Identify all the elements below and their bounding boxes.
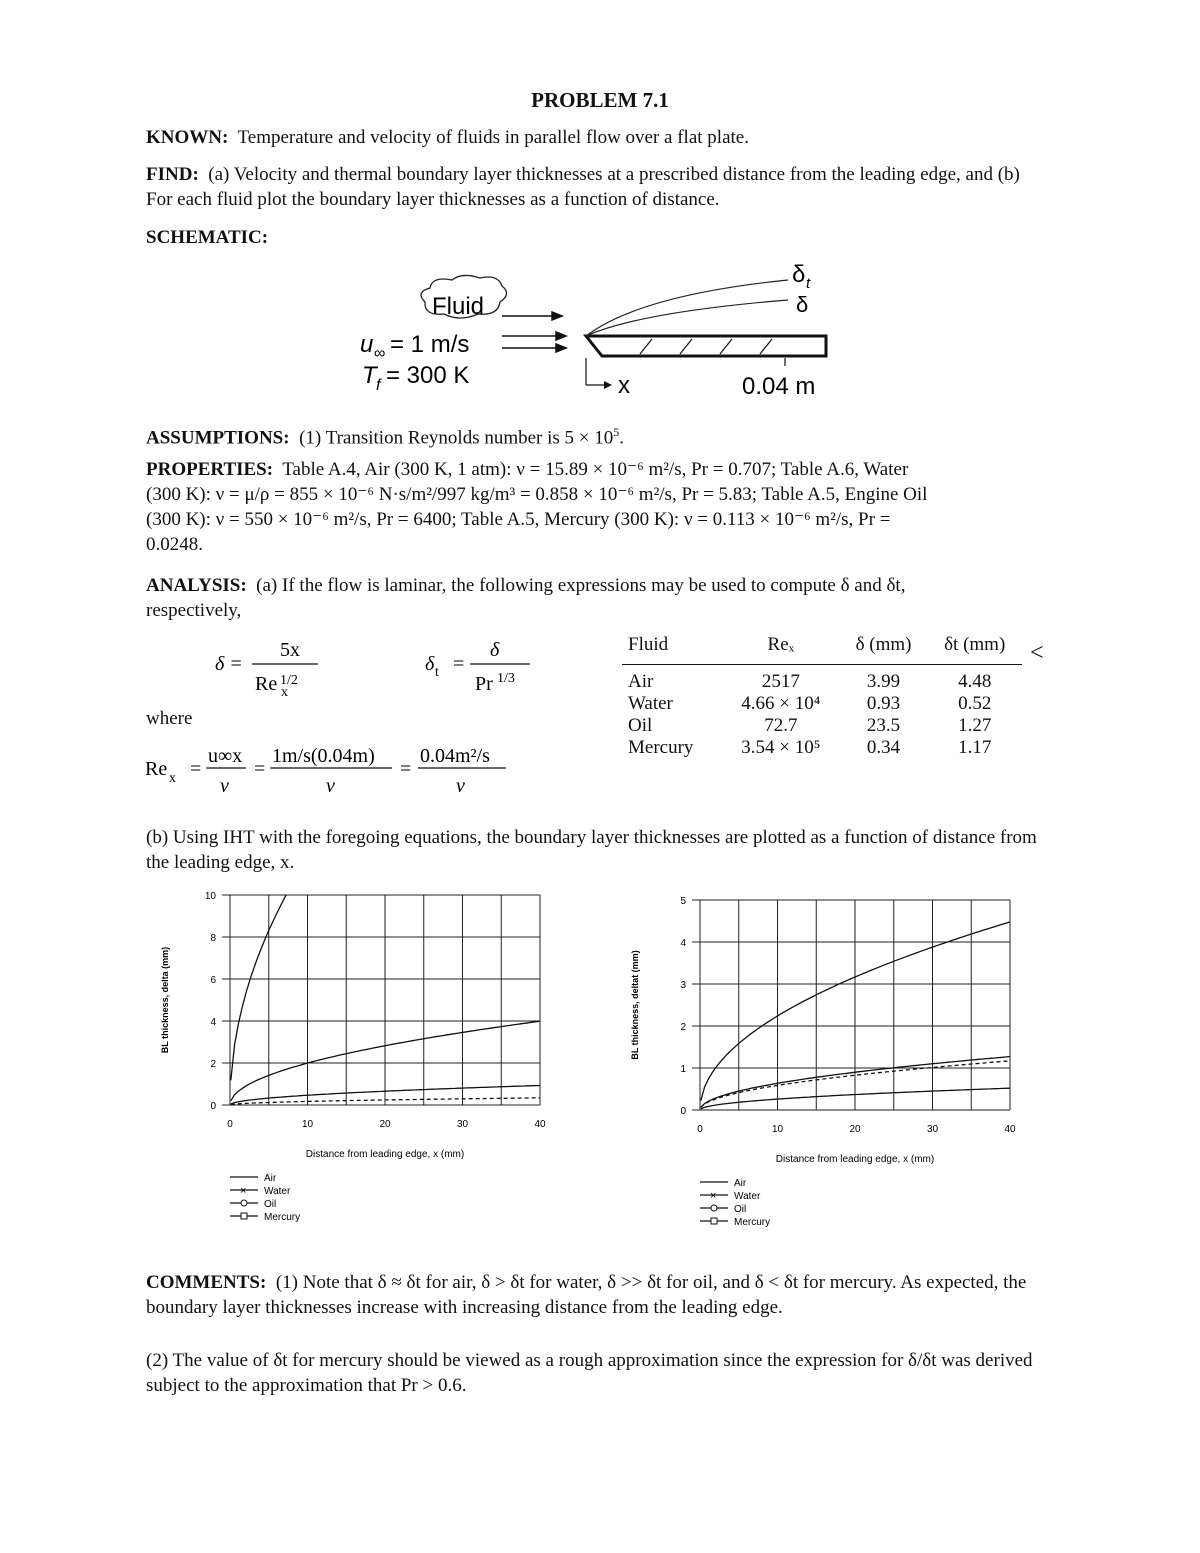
known-label: KNOWN: [146,127,229,148]
table-row: Water 4.66 × 10⁴ 0.93 0.52 [628,693,992,714]
results-table [622,634,1022,759]
svg-text:u: u [360,331,374,358]
svg-text:ν: ν [456,775,465,797]
y-tick-label: 3 [680,980,686,991]
x-tick-label: 40 [534,1119,546,1130]
svg-text:1/3: 1/3 [497,671,515,686]
find-section [146,162,1046,212]
length-label: 0.04 m [742,373,816,400]
legend-label: Air [734,1178,747,1189]
known-text: Temperature and velocity of fluids in parallel flow over a flat plate. [237,127,749,148]
delta-t-label: δ [792,261,806,288]
x-tick-label: 20 [849,1124,861,1135]
legend-label: Water [264,1186,291,1197]
svg-text:1m/s(0.04m): 1m/s(0.04m) [272,745,375,767]
y-tick-label: 6 [210,975,216,986]
x-tick-label: 30 [456,1119,469,1130]
table-row: Air 2517 3.99 4.48 [628,671,992,692]
properties-label: PROPERTIES: [146,459,274,480]
thermal-bl-curve [586,280,788,336]
x-axis-title: Distance from leading edge, x (mm) [305,1149,465,1160]
assumptions-label: ASSUMPTIONS: [146,427,290,449]
flow-arrows [502,312,566,352]
analysis-label: ANALYSIS: [146,575,247,596]
x-tick-label: 10 [771,1124,784,1135]
legend-label: Oil [734,1204,747,1215]
svg-text:δ: δ [490,639,500,661]
answer-marker: < [1030,640,1044,666]
svg-text:Re: Re [255,673,278,695]
x-tick-label: 30 [926,1124,939,1135]
svg-text:5x: 5x [280,639,300,661]
y-tick-label: 0 [680,1106,686,1117]
assumptions-text: (1) Transition Reynolds number is 5 × 10 [299,427,614,449]
delta-chart [150,885,570,1240]
y-tick-label: 2 [680,1022,686,1033]
svg-text:=: = [453,653,465,675]
delta-t-chart [620,890,1040,1245]
legend-label: Oil [264,1199,277,1210]
legend-label: Air [264,1173,277,1184]
y-tick-label: 10 [204,891,216,902]
svg-text:Re: Re [145,758,168,780]
table-header-row: Fluid Reₓ δ (mm) δt (mm) [622,634,1022,665]
svg-text:ν: ν [326,775,335,797]
legend-marker [241,1200,247,1206]
part-b-text: (b) Using IHT with the foregoing equations, the boundary layer thicknesses are plotted as a function of distance from the leading edge, x. [146,827,1037,873]
svg-text:=: = [400,758,412,780]
series-line-oil [231,895,286,1080]
assumptions-section: ASSUMPTIONS: (1) Transition Reynolds number is $5 \times 10^5$. [146,425,625,449]
svg-text:t: t [806,275,811,292]
find-text: (a) Velocity and thermal boundary layer thicknesses at a prescribed distance from the leading edge, and (b) For each fluid plot the boundary layer thicknesses as a function of distance. [146,164,1020,210]
svg-text:0.04m²/s: 0.04m²/s [420,745,490,767]
y-tick-label: 8 [210,933,216,944]
schematic-diagram [340,250,860,405]
svg-text:δ =: δ = [215,653,243,675]
known-section [146,125,1046,150]
delta-label: δ [796,292,809,317]
flat-plate [586,336,826,356]
y-tick-label: 2 [210,1059,216,1070]
y-tick-label: 1 [680,1064,686,1075]
x-tick-label: 0 [227,1119,233,1130]
x-tick-label: 10 [301,1119,314,1130]
svg-text:u∞x: u∞x [208,745,243,767]
legend-marker: × [710,1190,717,1202]
y-tick-label: 5 [680,896,686,907]
svg-text:f: f [376,377,381,394]
comment-1: (1) Note that δ ≈ δt for air, δ > δt for water, δ >> δt for oil, and δ < δt for mercury. As expected, the boundary layer thicknesses increase with increasing distance from the leading edge. [146,1272,1027,1318]
legend-marker [241,1213,247,1219]
y-tick-label: 4 [680,938,686,949]
legend-label: Water [734,1191,761,1202]
svg-text:x: x [169,771,176,786]
legend-marker: × [240,1185,247,1197]
x-tick-label: 40 [1004,1124,1016,1135]
svg-text:∞: ∞ [374,345,386,362]
svg-text:=: = [254,758,266,780]
schematic-label: SCHEMATIC: [146,227,269,248]
svg-text:ν: ν [220,775,229,797]
analysis-section: ANALYSIS: (a) If the flow is laminar, the following expressions may be used to compute δ and δt, respectively, [146,575,906,621]
table-row: Mercury 3.54 × 10⁵ 0.34 1.17 [628,737,992,758]
svg-text:Pr: Pr [475,673,493,695]
comments-label: COMMENTS: [146,1272,267,1293]
comment-2: (2) The value of δt for mercury should be viewed as a rough approximation since the expression for δ/δt was derived subject to the approximation that Pr > 0.6. [146,1350,1033,1396]
svg-text:=: = [190,758,202,780]
y-tick-label: 4 [210,1017,216,1028]
u-inf-value: = 1 m/s [390,331,470,358]
svg-text:t: t [435,665,439,680]
find-label: FIND: [146,164,199,185]
svg-text:1/2: 1/2 [280,673,298,688]
x-axis-title: Distance from leading edge, x (mm) [775,1154,935,1165]
legend-label: Mercury [264,1212,301,1223]
x-tick-label: 0 [697,1124,703,1135]
legend-marker [711,1205,717,1211]
comments-section [146,1270,1056,1320]
t-f-value: = 300 K [386,362,470,389]
svg-text:T: T [362,362,377,389]
svg-text:δ: δ [425,653,435,675]
fluid-label: Fluid [432,293,485,320]
x-tick-label: 20 [379,1119,391,1130]
page-title: PROBLEM 7.1 [531,88,669,112]
properties-section: PROPERTIES: Table A.4, Air (300 K, 1 atm): ν = 15.89 × 10⁻⁶ m²/s, Pr = 0.707; Table A.6, Water (300 K): ν = μ/ρ = 855 × 10⁻⁶ N·s/m²/997 kg/m³ = 0.858 × 10⁻⁶ m²/s, Pr = 5.83; Table A.5, Engine Oil (300 K): ν = 550 × 10⁻⁶ m²/s, Pr = 6400; Table A.5, Mercury (300 K): ν = 0.113 × 10⁻⁶ m²/s, Pr = 0.0248. [146,459,928,555]
table-row: Oil 72.7 23.5 1.27 [628,715,992,736]
y-axis-title: BL thickness, delta (mm) [160,946,170,1054]
x-axis-label: x [618,372,630,399]
y-axis-title: BL thickness, deltat (mm) [630,950,640,1060]
svg-text:x: x [281,685,288,700]
legend-marker [711,1218,717,1224]
where-label: where [146,708,193,729]
y-tick-label: 0 [210,1101,216,1112]
legend-label: Mercury [734,1217,771,1228]
